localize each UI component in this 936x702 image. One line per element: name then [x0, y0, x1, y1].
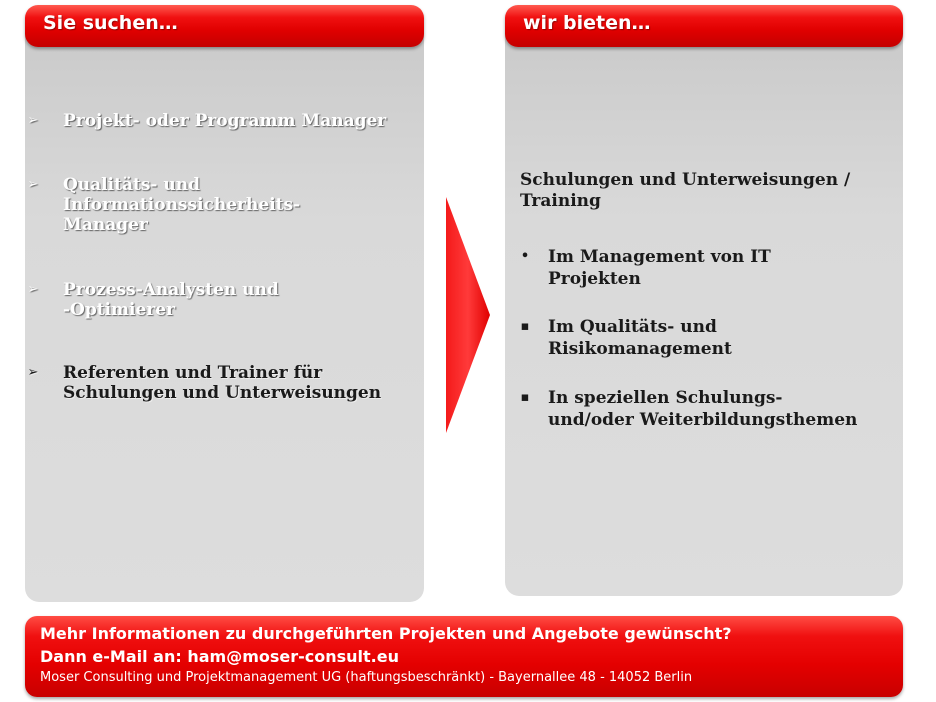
footer-email[interactable]: Dann e-Mail an: ham@moser-consult.eu — [40, 647, 399, 666]
offer-item-it-management — [520, 246, 900, 290]
seek-item-label: Projekt- oder Programm Manager — [63, 111, 387, 131]
offer-header: wir bieten… — [505, 5, 903, 47]
seek-item-quality-manager — [26, 175, 421, 235]
arrowhead-bullet-icon: ➢ — [27, 365, 39, 380]
seek-item-project-manager — [26, 111, 421, 131]
offer-item-label: Im Qualitäts- und Risikomanagement — [548, 317, 732, 359]
offer-panel — [505, 14, 903, 596]
seek-header: Sie suchen… — [25, 5, 424, 47]
seek-item-label: Referenten und Trainer für Schulungen und Unterweisungen — [63, 363, 382, 403]
offer-heading: Schulungen und Unterweisungen / Training — [520, 170, 851, 211]
arrowhead-bullet-icon: ➢ — [27, 177, 39, 192]
seek-item-trainer — [26, 363, 421, 403]
square-bullet-icon: ▪ — [520, 390, 530, 405]
offer-item-label: In speziellen Schulungs- und/oder Weiterbildungsthemen — [548, 388, 858, 430]
seek-item-process-analyst — [26, 280, 421, 320]
footer-address: Moser Consulting und Projektmanagement UG (haftungsbeschränkt) - Bayernallee 48 - 14052 Berlin — [40, 670, 693, 685]
square-bullet-icon: ▪ — [520, 319, 530, 334]
seek-item-label: Qualitäts- und Informationssicherheits- Manager — [63, 175, 301, 235]
bullet-icon: • — [520, 249, 530, 264]
arrowhead-bullet-icon: ➢ — [27, 282, 39, 297]
offer-item-label: Im Management von IT Projekten — [548, 247, 771, 289]
offer-item-special-topics — [520, 387, 900, 431]
arrowhead-bullet-icon: ➢ — [27, 113, 39, 128]
offer-item-quality-risk — [520, 316, 900, 360]
contact-footer — [25, 616, 903, 697]
seek-item-label: Prozess-Analysten und -Optimierer — [63, 280, 279, 320]
footer-question: Mehr Informationen zu durchgeführten Projekten und Angebote gewünscht? — [40, 624, 732, 643]
right-arrow-icon — [444, 195, 492, 435]
